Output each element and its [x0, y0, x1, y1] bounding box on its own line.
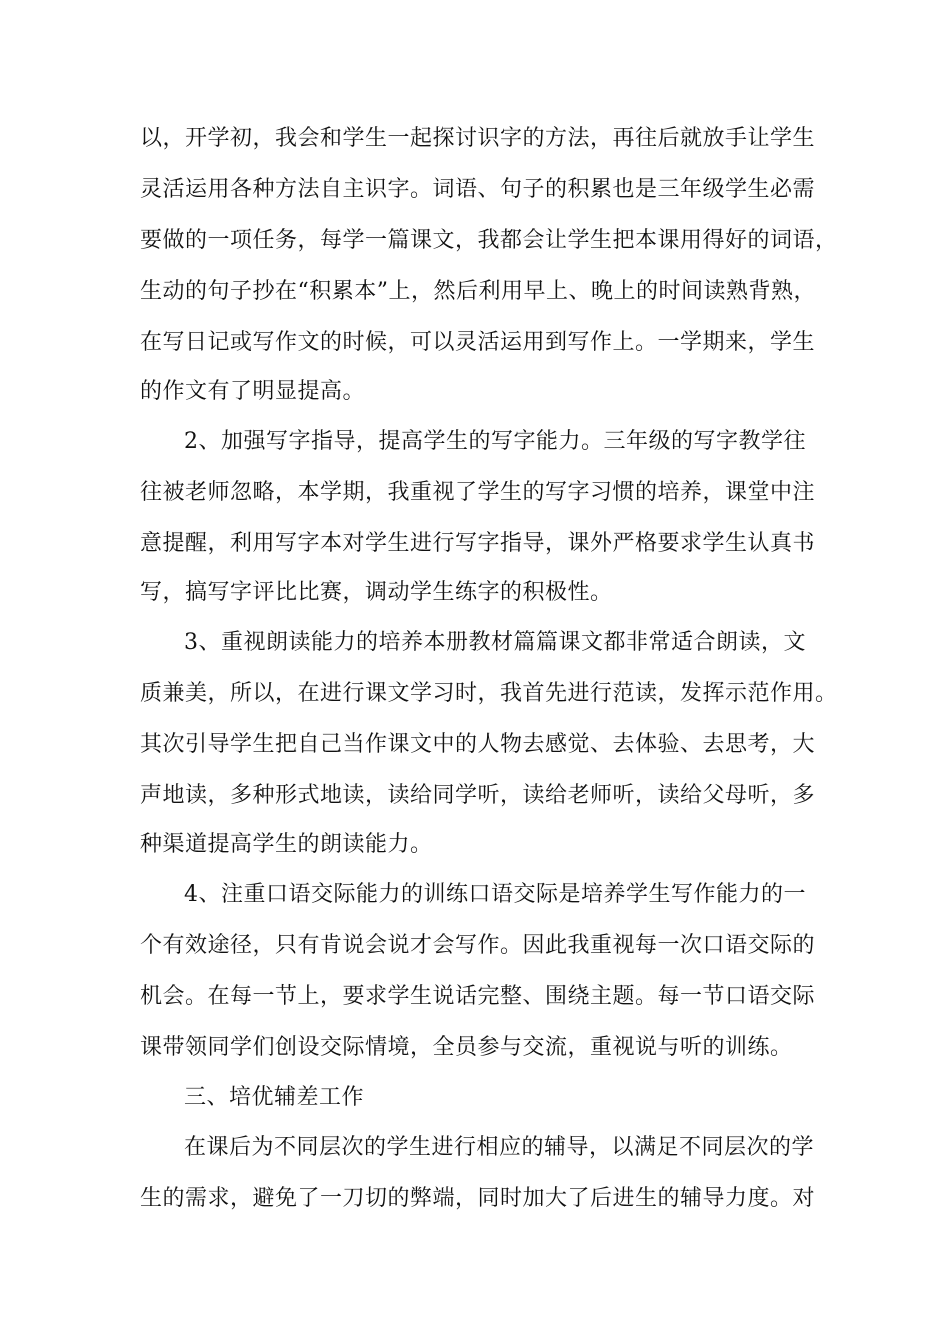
text-line: 要做的一项任务，每学一篇课文，我都会让学生把本课用得好的词语，: [140, 228, 838, 253]
paragraph-start: 2、加强写字指导，提高学生的写字能力。三年级的写字教学往: [184, 429, 806, 454]
text-line: 灵活运用各种方法自主识字。词语、句子的积累也是三年级学生必需: [140, 177, 816, 202]
text-line: 质兼美，所以，在进行课文学习时，我首先进行范读，发挥示范作用。: [140, 681, 838, 706]
text-line: 生的需求，避免了一刀切的弊端，同时加大了后进生的辅导力度。对: [140, 1186, 816, 1211]
text-line: 个有效途径，只有肯说会说才会写作。因此我重视每一次口语交际的: [140, 933, 816, 958]
text-line: 种渠道提高学生的朗读能力。: [140, 832, 433, 857]
text-line: 往被老师忽略，本学期，我重视了学生的写字习惯的培养，课堂中注: [140, 480, 816, 505]
paragraph-start: 3、重视朗读能力的培养本册教材篇篇课文都非常适合朗读，文: [184, 630, 806, 655]
text-line: 以，开学初，我会和学生一起探讨识字的方法，再往后就放手让学生: [140, 126, 816, 151]
text-line: 课带领同学们创设交际情境，全员参与交流，重视说与听的训练。: [140, 1035, 793, 1060]
text-line: 在写日记或写作文的时候，可以灵活运用到写作上。一学期来，学生: [140, 330, 816, 355]
text-line: 意提醒，利用写字本对学生进行写字指导，课外严格要求学生认真书: [140, 531, 816, 556]
text-line: 的作文有了明显提高。: [140, 379, 366, 404]
text-line: 其次引导学生把自己当作课文中的人物去感觉、去体验、去思考，大: [140, 732, 816, 757]
text-line: 写，搞写字评比比赛，调动学生练字的积极性。: [140, 580, 613, 605]
paragraph-start: 在课后为不同层次的学生进行相应的辅导，以满足不同层次的学: [184, 1135, 815, 1160]
section-heading: 三、培优辅差工作: [184, 1085, 365, 1110]
text-line: 生动的句子抄在“积累本”上，然后利用早上、晚上的时间读熟背熟，: [140, 279, 816, 304]
paragraph-start: 4、注重口语交际能力的训练口语交际是培养学生写作能力的一: [184, 882, 806, 907]
text-line: 机会。在每一节上，要求学生说话完整、围绕主题。每一节口语交际: [140, 984, 816, 1009]
text-line: 声地读，多种形式地读，读给同学听，读给老师听，读给父母听，多: [140, 783, 816, 808]
